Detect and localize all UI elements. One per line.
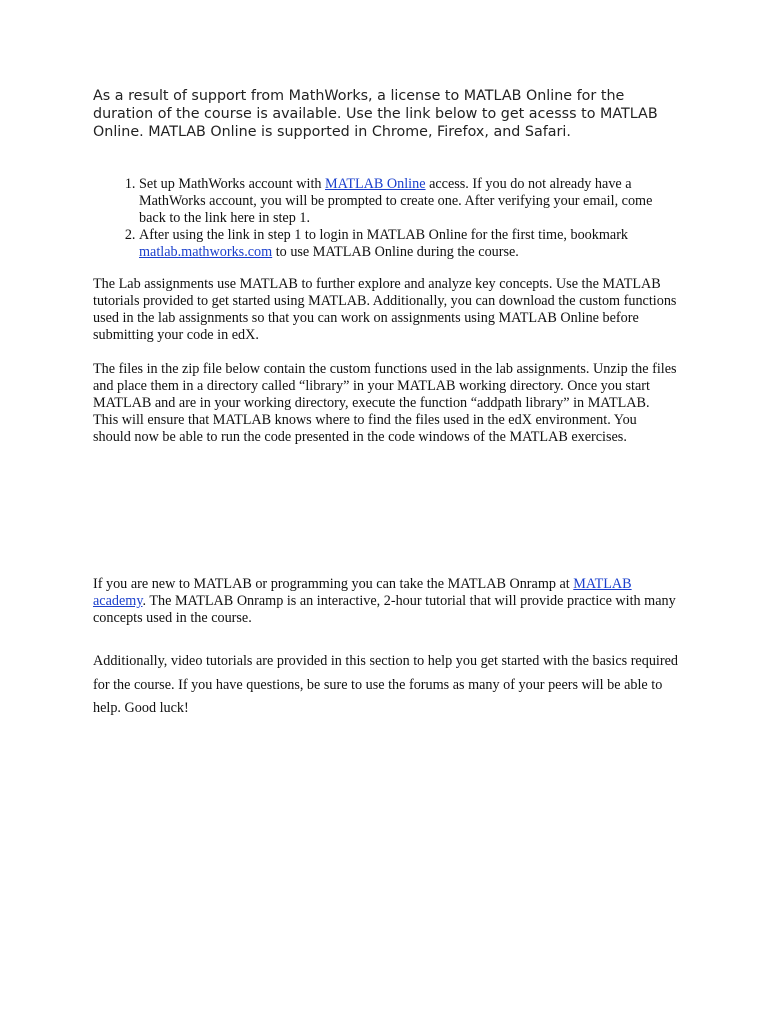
list-item [139,227,678,261]
video-tutorials-paragraph: Additionally, video tutorials are provided in this section to help you get started with the basics required for the course. If you have questions, be sure to use the forums as many of your peers will be able to help. Good luck! [93,653,678,716]
onramp-text-before: If you are new to MATLAB or programming you can take the MATLAB Onramp at [93,576,574,592]
step-1-text-after: access. If you do not already have a MathWorks account, you will be prompted to create one. After verifying your email, come back to the link here in step 1. [139,176,653,226]
matlab-academy-link[interactable]: MATLAB academy [93,576,632,609]
onramp-text-after: . The MATLAB Onramp is an interactive, 2-hour tutorial that will provide practice with many concepts used in the course. [93,592,676,626]
setup-steps-list [93,176,678,261]
matlab-mathworks-link[interactable]: matlab.mathworks.com [139,243,273,260]
step-1-text-before: Set up MathWorks account with [139,176,326,192]
matlab-online-link[interactable]: MATLAB Online [325,176,426,192]
step-2-text-before: After using the link in step 1 to login in MATLAB Online for the first time, bookmark [139,226,629,243]
intro-paragraph: As a result of support from MathWorks, a license to MATLAB Online for the duration of the course is available. Use the link below to get acesss to MATLAB Online. MATLAB Online is supported in Chrome, Firefox, and Safari. [93,88,658,140]
zip-files-paragraph: The files in the zip file below contain the custom functions used in the lab assignments. Unzip the files and place them in a directory called “library” in your MATLAB working directory. Once you start MATLAB and are in your working directory, execute the function “addpath library” in MATLAB. This will ensure that MATLAB knows where to find the files used in the edX environment. You should now be able to run the code presented in the code windows of the MATLAB exercises. [93,361,677,445]
list-item [139,176,678,227]
lab-assignments-paragraph: The Lab assignments use MATLAB to further explore and analyze key concepts. Use the MATLAB tutorials provided to get started using MATLAB. Additionally, you can download the custom functions used in the lab assignments so that you can work on assignments using MATLAB Online before submitting your code in edX. [93,276,677,343]
onramp-paragraph [93,576,678,627]
step-2-text-after: to use MATLAB Online during the course. [272,243,519,260]
